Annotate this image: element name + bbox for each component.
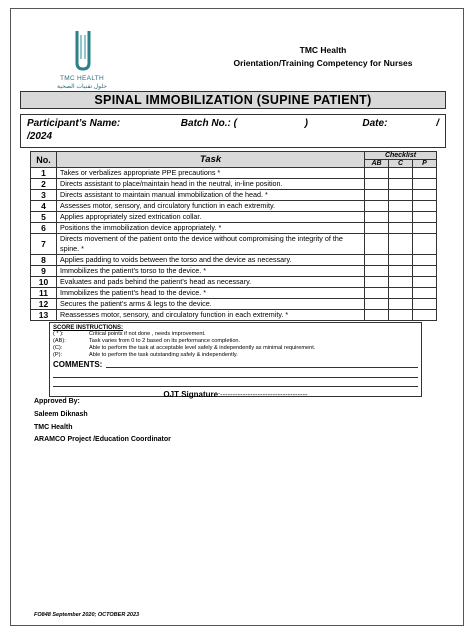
date-year: /2024 (27, 131, 53, 142)
checklist-cell-p[interactable] (413, 190, 437, 201)
task-number: 3 (31, 190, 57, 201)
task-text: Immobilizes the patient’s head to the device. * (57, 288, 365, 299)
checklist-cell-p[interactable] (413, 288, 437, 299)
task-number: 5 (31, 212, 57, 223)
checklist-cell-p[interactable] (413, 266, 437, 277)
task-text: Applies appropriately sized extrication collar. (57, 212, 365, 223)
checklist-cell-p[interactable] (413, 201, 437, 212)
comments-line-3 (53, 379, 418, 387)
checklist-cell-c[interactable] (389, 190, 413, 201)
checklist-cell-p[interactable] (413, 310, 437, 321)
checklist-cell-c[interactable] (389, 168, 413, 179)
checklist-cell-ab[interactable] (365, 299, 389, 310)
score-line: ( * ): Critical points if not done , needs improvement. (53, 331, 206, 337)
task-number: 8 (31, 255, 57, 266)
comments-label: COMMENTS: (53, 360, 103, 369)
checklist-cell-c[interactable] (389, 201, 413, 212)
table-row (31, 288, 437, 299)
header-org: TMC Health (299, 45, 347, 55)
checklist-cell-ab[interactable] (365, 223, 389, 234)
form-footer-code: FO848 September 2020; OCTOBER 2023 (34, 612, 140, 618)
col-header-task: Task (57, 152, 365, 168)
checklist-cell-ab[interactable] (365, 310, 389, 321)
batch-close: ) (304, 118, 308, 129)
score-line: (C): Able to perform the task at acceptable level safely & independently as minimal requirement. (53, 345, 316, 351)
table-row (31, 310, 437, 321)
table-row (31, 190, 437, 201)
checklist-cell-ab[interactable] (365, 234, 389, 255)
checklist-cell-c[interactable] (389, 223, 413, 234)
approver-org: TMC Health (34, 423, 73, 431)
task-rows (31, 168, 437, 321)
task-text: Takes or verbalizes appropriate PPE precautions * (57, 168, 365, 179)
task-number: 11 (31, 288, 57, 299)
comments-field[interactable] (53, 360, 418, 369)
table-row (31, 255, 437, 266)
task-text: Reassesses motor, sensory, and circulatory function in each extremity. * (57, 310, 365, 321)
checklist-cell-p[interactable] (413, 234, 437, 255)
tmc-logo (47, 29, 117, 99)
checklist-cell-ab[interactable] (365, 201, 389, 212)
table-row (31, 223, 437, 234)
checklist-cell-ab[interactable] (365, 190, 389, 201)
logo-mark-icon (69, 29, 95, 73)
checklist-cell-c[interactable] (389, 234, 413, 255)
table-row (31, 212, 437, 223)
document-header (213, 45, 433, 68)
task-number: 13 (31, 310, 57, 321)
ojt-signature-label: OJT Signature (163, 390, 219, 399)
checklist-cell-p[interactable] (413, 168, 437, 179)
logo-text: TMC HEALTH (59, 75, 105, 82)
task-text: Applies padding to voids between the torso and the device as necessary. (57, 255, 365, 266)
score-instructions (49, 322, 422, 397)
logo-arabic-text: حلول تقنيات الصحية (57, 84, 107, 90)
checklist-cell-ab[interactable] (365, 179, 389, 190)
form-title-banner: SPINAL IMMOBILIZATION (SUPINE PATIENT) (20, 91, 446, 109)
checklist-cell-c[interactable] (389, 212, 413, 223)
col-header-c: C (389, 160, 413, 168)
approved-block (34, 396, 171, 447)
score-line: (AB): Task varies from 0 to 2 based on its performance completion. (53, 338, 241, 344)
batch-label: Batch No.: ( (180, 118, 237, 129)
score-title: SCORE INSTRUCTIONS: (53, 325, 124, 331)
approved-label: Approved By: (34, 398, 80, 405)
header-title: Orientation/Training Competency for Nurses (233, 58, 413, 68)
col-header-ab: AB (365, 160, 389, 168)
participant-name-label: Participant’s Name: (27, 118, 121, 129)
comments-line-2 (53, 370, 418, 378)
task-number: 7 (31, 234, 57, 255)
col-header-p: P (413, 160, 437, 168)
participant-box (20, 114, 446, 148)
date-slash: / (436, 118, 439, 129)
checklist-cell-p[interactable] (413, 179, 437, 190)
checklist-cell-ab[interactable] (365, 266, 389, 277)
table-row (31, 168, 437, 179)
task-number: 12 (31, 299, 57, 310)
checklist-cell-ab[interactable] (365, 255, 389, 266)
table-row (31, 234, 437, 255)
task-text: Immobilizes the patient’s torso to the device. * (57, 266, 365, 277)
task-number: 6 (31, 223, 57, 234)
checklist-cell-c[interactable] (389, 299, 413, 310)
task-text: Directs assistant to maintain manual immobilization of the head. * (57, 190, 365, 201)
score-line: (P): Able to perform the task outstanding safely & independently. (53, 352, 238, 358)
approver-role: ARAMCO Project /Education Coordinator (34, 436, 171, 444)
task-text: Positions the immobilization device appropriately. * (57, 223, 365, 234)
table-row (31, 201, 437, 212)
checklist-cell-c[interactable] (389, 277, 413, 288)
ojt-signature-line: :----------------------------------- (218, 390, 308, 399)
task-number: 2 (31, 179, 57, 190)
checklist-cell-p[interactable] (413, 277, 437, 288)
checklist-cell-ab[interactable] (365, 288, 389, 299)
task-table (30, 151, 437, 321)
table-row (31, 277, 437, 288)
task-text: Assesses motor, sensory, and circulatory function in each extremity. (57, 201, 365, 212)
checklist-cell-c[interactable] (389, 266, 413, 277)
checklist-cell-ab[interactable] (365, 277, 389, 288)
checklist-cell-ab[interactable] (365, 168, 389, 179)
approver-name: Saleem Diknash (34, 410, 88, 418)
table-row (31, 266, 437, 277)
checklist-cell-p[interactable] (413, 223, 437, 234)
checklist-cell-p[interactable] (413, 255, 437, 266)
task-text: Secures the patient’s arms & legs to the device. (57, 299, 365, 310)
task-number: 9 (31, 266, 57, 277)
task-number: 4 (31, 201, 57, 212)
checklist-cell-p[interactable] (413, 299, 437, 310)
task-text: Directs assistant to place/maintain head in the neutral, in-line position. (57, 179, 365, 190)
checklist-cell-p[interactable] (413, 212, 437, 223)
table-row (31, 299, 437, 310)
col-header-no: No. (31, 152, 57, 168)
table-row (31, 179, 437, 190)
checklist-cell-c[interactable] (389, 288, 413, 299)
checklist-cell-c[interactable] (389, 255, 413, 266)
col-header-checklist: Checklist (365, 152, 437, 160)
task-text: Evaluates and pads behind the patient’s head as necessary. (57, 277, 365, 288)
checklist-cell-c[interactable] (389, 310, 413, 321)
checklist-cell-c[interactable] (389, 179, 413, 190)
date-label: Date: (362, 118, 388, 129)
task-text: Directs movement of the patient onto the device without compromising the integrity of the spine. * (57, 234, 365, 255)
task-number: 1 (31, 168, 57, 179)
checklist-cell-ab[interactable] (365, 212, 389, 223)
comments-line (106, 360, 418, 368)
task-number: 10 (31, 277, 57, 288)
